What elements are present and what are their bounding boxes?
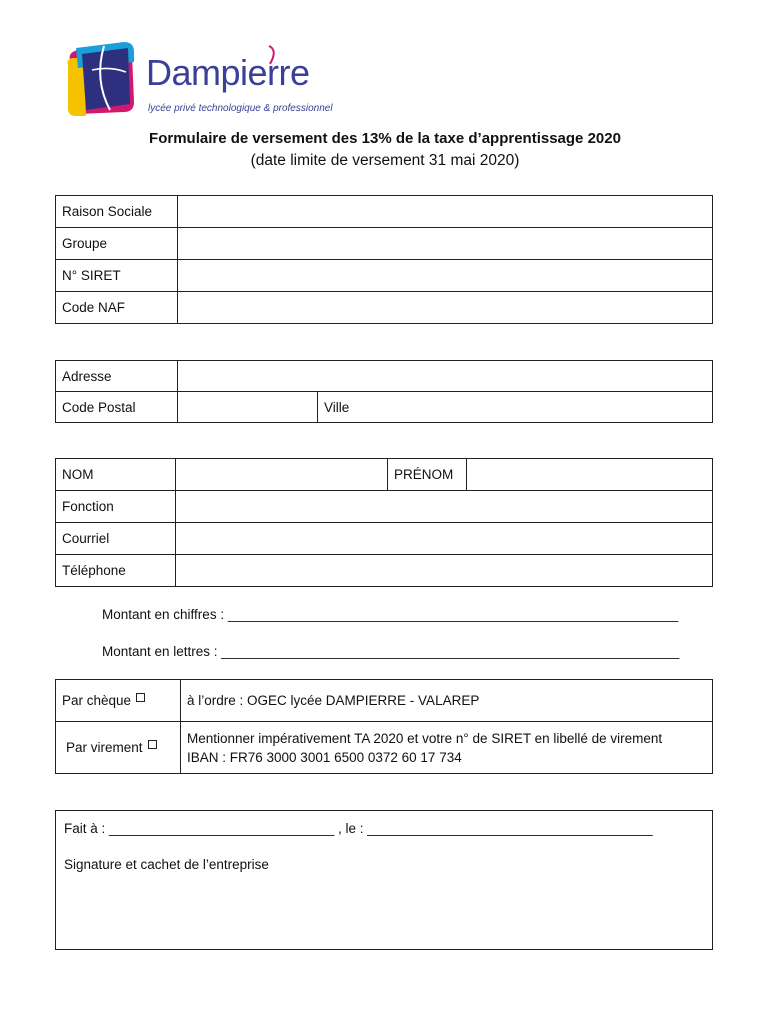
siret-label: N° SIRET [56, 260, 178, 292]
telephone-field[interactable] [176, 555, 713, 587]
siret-field[interactable] [178, 260, 713, 292]
cheque-label: Par chèque [62, 693, 132, 708]
ville-field[interactable] [318, 392, 713, 423]
montant-chiffres-field[interactable]: Montant en chiffres : ____________________________________________________________ [102, 607, 679, 622]
logo-tagline: lycée privé technologique & professionnel [148, 103, 333, 114]
signature-label: Signature et cachet de l’entreprise [64, 857, 269, 872]
raison-sociale-label: Raison Sociale [56, 196, 178, 228]
virement-option[interactable] [56, 722, 181, 774]
iban: IBAN : FR76 3000 3001 6500 0372 60 17 734 [187, 749, 462, 765]
raison-sociale-field[interactable] [178, 196, 713, 228]
signature-box[interactable] [55, 810, 713, 950]
naf-label: Code NAF [56, 292, 178, 324]
logo-wordmark: Dampierre [146, 52, 310, 93]
courriel-label: Courriel [56, 523, 176, 555]
groupe-field[interactable] [178, 228, 713, 260]
form-subtitle: (date limite de versement 31 mai 2020) [250, 152, 520, 169]
contact-table [55, 458, 713, 587]
ville-label: Ville [324, 399, 350, 415]
fait-a-line[interactable]: Fait à : ______________________________ , le : ______________________________________ [64, 821, 653, 836]
nom-field[interactable] [176, 459, 388, 491]
adresse-label: Adresse [56, 361, 178, 392]
payment-table [55, 679, 713, 774]
groupe-label: Groupe [56, 228, 178, 260]
company-table [55, 195, 713, 324]
telephone-label: Téléphone [56, 555, 176, 587]
address-table [55, 360, 713, 423]
virement-checkbox[interactable] [148, 740, 157, 749]
fonction-field[interactable] [176, 491, 713, 523]
form-title: Formulaire de versement des 13% de la taxe d’apprentissage 2020 [149, 130, 621, 147]
virement-instructions: Mentionner impérativement TA 2020 et votre n° de SIRET en libellé de virement [187, 730, 663, 746]
courriel-field[interactable] [176, 523, 713, 555]
adresse-field[interactable] [178, 361, 713, 392]
nom-label: NOM [56, 459, 176, 491]
code-postal-field[interactable] [178, 392, 318, 423]
cheque-info: à l’ordre : OGEC lycée DAMPIERRE - VALAREP [181, 680, 713, 722]
cheque-checkbox[interactable] [136, 693, 145, 702]
virement-label: Par virement [66, 740, 143, 755]
prenom-field[interactable] [467, 459, 713, 491]
code-postal-label: Code Postal [56, 392, 178, 423]
prenom-label: PRÉNOM [388, 459, 467, 491]
fonction-label: Fonction [56, 491, 176, 523]
cheque-option[interactable] [56, 680, 181, 722]
naf-field[interactable] [178, 292, 713, 324]
montant-lettres-field[interactable]: Montant en lettres : _____________________________________________________________ [102, 644, 680, 659]
virement-info [181, 722, 713, 774]
